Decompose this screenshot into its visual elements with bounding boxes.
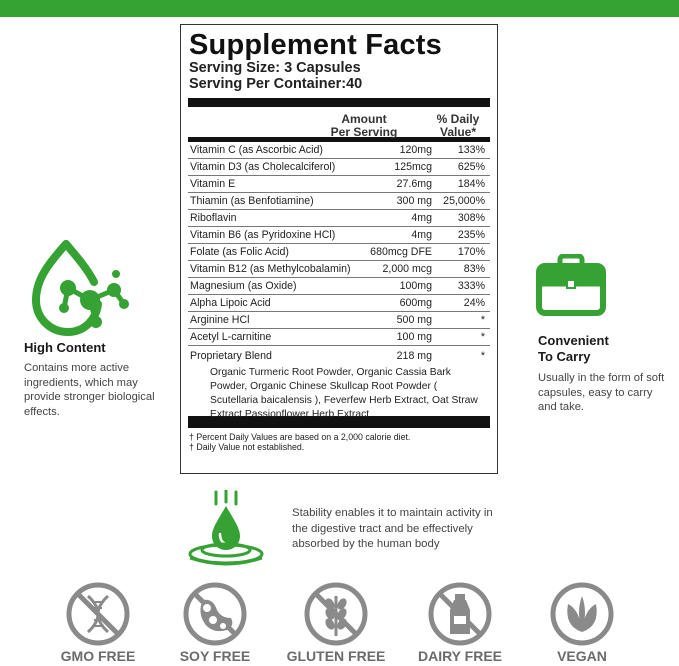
nutrient-dv: 235% — [457, 229, 485, 241]
nutrient-row — [188, 278, 490, 295]
blend-amount: 218 mg — [396, 350, 432, 362]
badge-label-dairy: DAIRY FREE — [417, 648, 502, 664]
nutrient-row — [188, 210, 490, 227]
milk-bottle-icon — [428, 582, 492, 646]
nutrient-amount: 100 mg — [396, 331, 432, 343]
nutrient-name: Arginine HCl — [190, 314, 250, 326]
nutrient-row — [188, 142, 490, 159]
servings-per-container: Serving Per Container:40 — [189, 76, 363, 92]
nutrient-amount: 120mg — [399, 144, 432, 156]
high-content-title: High Content — [24, 340, 106, 355]
nutrient-name: Magnesium (as Oxide) — [190, 280, 297, 292]
blend-dv: * — [480, 350, 485, 362]
nutrient-amount: 2,000 mcg — [382, 263, 432, 275]
nutrient-amount: 4mg — [411, 229, 432, 241]
convenient-title: Convenient To Carry — [538, 333, 609, 364]
nutrient-dv: 133% — [457, 144, 485, 156]
nutrient-dv: 333% — [457, 280, 485, 292]
footnote-1: † Percent Daily Values are based on a 2,000 calorie diet. — [189, 432, 411, 442]
nutrient-row — [188, 159, 490, 176]
nutrient-name: Vitamin C (as Ascorbic Acid) — [190, 144, 323, 156]
molecule-leaf-icon — [26, 238, 130, 340]
stability-text: Stability enables it to maintain activity in the digestive tract and be effectively absorbed by the human body — [292, 507, 493, 550]
badge-label-soy: SOY FREE — [179, 648, 251, 664]
nutrient-amount: 500 mg — [396, 314, 432, 326]
wheat-icon — [304, 582, 368, 646]
nutrient-dv: 83% — [463, 263, 485, 275]
nutrient-dv: 184% — [457, 178, 485, 190]
blend-ingredients: Organic Turmeric Root Powder, Organic Cassia Bark Powder, Organic Chinese Skullcap Root Powder ( Scutellaria baicalensis ), Feverfew Herb Extract, Oat Straw Extract Passionflower Herb Extract — [210, 367, 478, 420]
nutrient-dv: * — [480, 331, 485, 343]
soybean-icon — [183, 582, 247, 646]
nutrient-dv: 170% — [457, 246, 485, 258]
nutrient-rows — [188, 142, 490, 346]
badge-label-gmo: GMO FREE — [60, 648, 136, 664]
nutrient-amount: 680mcg DFE — [370, 246, 432, 258]
nutrient-dv: 625% — [457, 161, 485, 173]
supplement-facts-panel — [180, 24, 498, 474]
nutrient-amount: 100mg — [399, 280, 432, 292]
nutrient-dv: * — [480, 314, 485, 326]
nutrient-name: Acetyl L-carnitine — [190, 331, 272, 343]
nutrient-row — [188, 295, 490, 312]
nutrient-row — [188, 329, 490, 346]
nutrient-amount: 300 mg — [396, 195, 432, 207]
nutrient-name: Alpha Lipoic Acid — [190, 297, 271, 309]
nutrient-name: Folate (as Folic Acid) — [190, 246, 289, 258]
nutrient-name: Riboflavin — [190, 212, 237, 224]
high-content-text: Contains more active ingredients, which may provide stronger biological effects. — [24, 362, 155, 418]
top-green-bar — [0, 0, 679, 17]
daily-value-header: % Daily Value* — [436, 112, 480, 139]
nutrient-name: Vitamin B12 (as Methylcobalamin) — [190, 263, 351, 275]
nutrient-row — [188, 312, 490, 329]
bag-icon — [536, 254, 606, 316]
nutrient-row — [188, 261, 490, 278]
thick-divider — [188, 98, 490, 107]
nutrient-name: Thiamin (as Benfotiamine) — [190, 195, 314, 207]
badge-label-vegan: VEGAN — [557, 648, 607, 664]
nutrient-name: Vitamin D3 (as Cholecalciferol) — [190, 161, 336, 173]
nutrient-name: Vitamin E — [190, 178, 236, 190]
nutrient-amount: 4mg — [411, 212, 432, 224]
nutrient-row — [188, 244, 490, 261]
badge-label-gluten: GLUTEN FREE — [286, 648, 386, 664]
convenient-text: Usually in the form of soft capsules, easy to carry and take. — [538, 372, 665, 413]
water-drop-icon — [186, 490, 266, 566]
dna-icon — [66, 582, 130, 646]
nutrient-row — [188, 176, 490, 193]
nutrient-name: Vitamin B6 (as Pyridoxine HCl) — [190, 229, 336, 241]
nutrient-amount: 27.6mg — [396, 178, 432, 190]
nutrient-amount: 125mcg — [394, 161, 432, 173]
blend-name: Proprietary Blend — [190, 350, 272, 362]
amount-header: Amount Per Serving — [330, 112, 398, 139]
nutrient-row — [188, 227, 490, 244]
nutrient-dv: 25,000% — [443, 195, 485, 207]
column-headers — [188, 107, 490, 137]
facts-title: Supplement Facts — [189, 29, 442, 61]
proprietary-blend — [188, 346, 490, 420]
nutrient-dv: 24% — [463, 297, 485, 309]
footnote-2: † Daily Value not established. — [189, 442, 305, 452]
serving-size: Serving Size: 3 Capsules — [189, 60, 361, 76]
nutrient-dv: 308% — [457, 212, 485, 224]
nutrient-amount: 600mg — [399, 297, 432, 309]
nutrient-row — [188, 193, 490, 210]
leaf-icon — [550, 582, 614, 646]
